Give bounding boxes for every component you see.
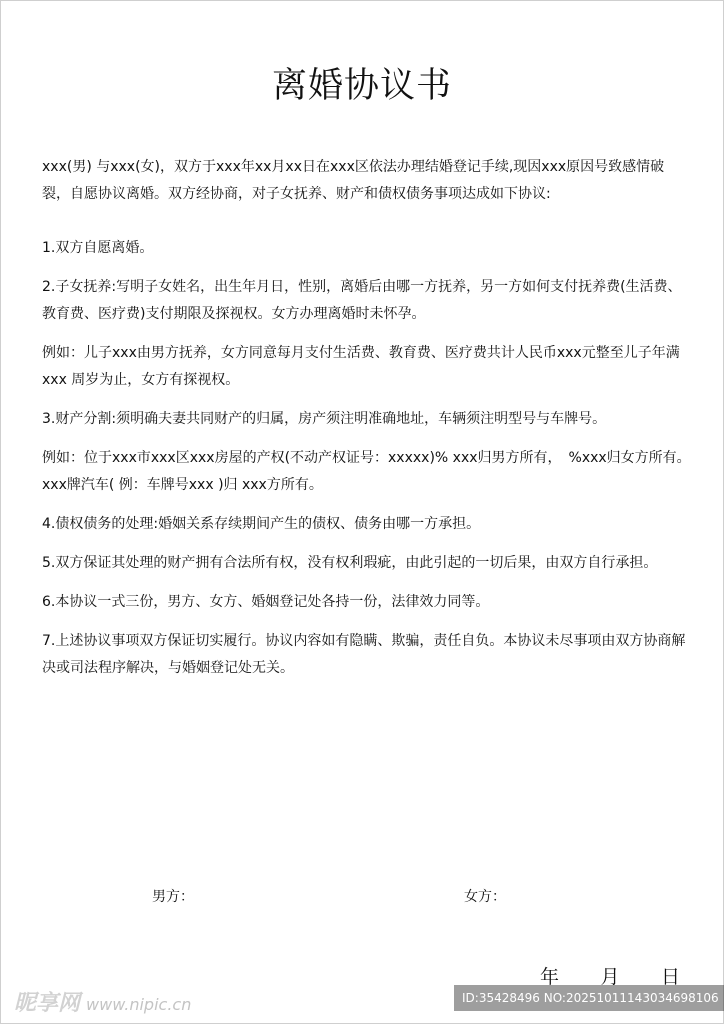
date-year: 年 <box>540 966 560 988</box>
clause-6: 6.本协议一式三份，男方、女方、婚姻登记处各持一份，法律效力同等。 <box>42 594 490 610</box>
clause-5: 5.双方保证其处理的财产拥有合法所有权，没有权利瑕疵，由此引起的一切后果，由双方自行承担。 <box>42 555 658 571</box>
clause-4: 4.债权债务的处理:婚姻关系存续期间产生的债权、债务由哪一方承担。 <box>42 516 481 532</box>
clause-2-example: 例如：儿子xxx由男方抚养，女方同意每月支付生活费、教育费、医疗费共计人民币xxx元整至儿子年满xxx 周岁为止，女方有探视权。 <box>42 345 680 388</box>
clause-2: 2.子女抚养:写明子女姓名，出生年月日，性别，离婚后由哪一方抚养，另一方如何支付抚养费(生活费、教育费、医疗费)支付期限及探视权。女方办理离婚时未怀孕。 <box>42 279 682 322</box>
female-signature-label: 女方： <box>464 889 506 905</box>
clause-3-example: 例如：位于xxx市xxx区xxx房屋的产权(不动产权证号：xxxxx)% xxx归男方所有， %xxx归女方所有。xxx牌汽车( 例：车牌号xxx )归 xxx方所有。 <box>42 450 691 493</box>
intro-paragraph: xxx(男) 与xxx(女)，双方于xxx年xx月xx日在xxx区依法办理结婚登记手续,现因xxx原因号致感情破裂，自愿协议离婚。双方经协商，对子女抚养、财产和债权债务事项达成如下协议: <box>42 159 665 202</box>
watermark-id-bar <box>454 985 724 1011</box>
watermark-logo-text: 昵享网 <box>14 990 81 1016</box>
clause-1: 1.双方自愿离婚。 <box>42 240 154 256</box>
watermark-url: www.nipic.cn <box>86 995 192 1014</box>
male-signature-label: 男方： <box>152 889 194 905</box>
document-body <box>42 154 692 694</box>
date-day: 日 <box>660 966 680 988</box>
clause-7: 7.上述协议事项双方保证切实履行。协议内容如有隐瞒、欺骗，责任自负。本协议未尽事项由双方协商解决或司法程序解决，与婚姻登记处无关。 <box>42 633 686 676</box>
document-title: 离婚协议书 <box>271 66 452 106</box>
date-month: 月 <box>600 966 620 988</box>
clause-3: 3.财产分割:须明确夫妻共同财产的归属，房产须注明准确地址，车辆须注明型号与车牌号。 <box>42 411 607 427</box>
watermark-id-text: ID:35428496 NO:20251011143034698106 <box>462 991 719 1005</box>
watermark-logo <box>14 986 191 1017</box>
